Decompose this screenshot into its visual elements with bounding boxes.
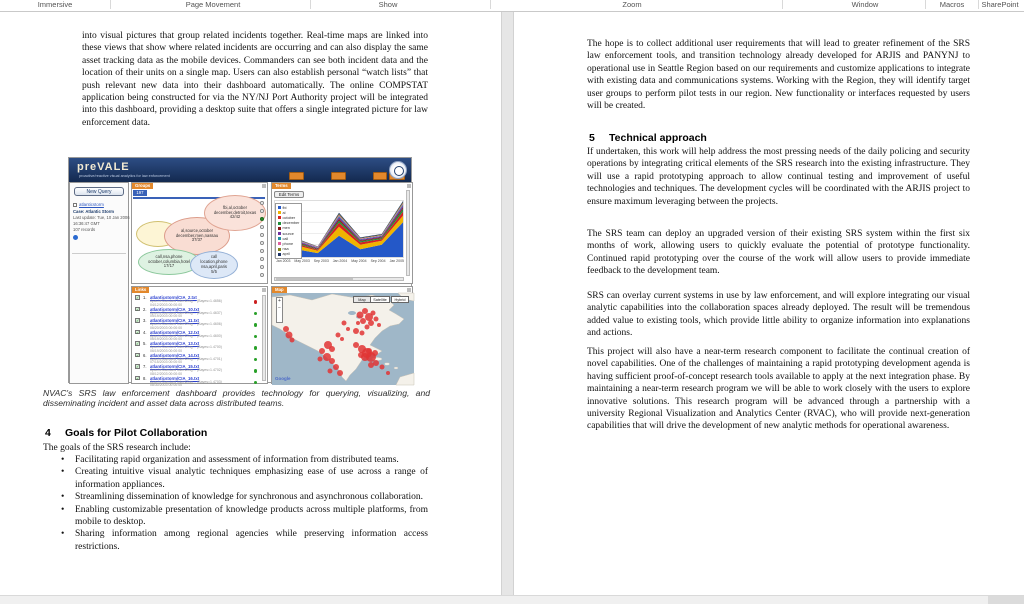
bullet-item [43,504,428,529]
legend-swatch [278,216,281,219]
item-number: 2. [143,306,147,312]
legend-swatch [278,237,281,240]
checkbox-checked-icon: ✓ [136,329,140,335]
item-number: 4. [143,329,147,335]
cluster-label: call [210,254,218,260]
document-page-left [0,12,501,595]
cluster-count-tab: 197 [133,190,147,196]
panel-minimize-icon [262,184,266,188]
item-meta: ApacheStandardTokenizing… (Bayes=1.4600) 06/19/2003 00:00:00 [150,333,222,342]
item-meta: ApacheStandardTokenizing… (Bayes=1.4702) 08/12/2003 00:00:00 [150,368,222,376]
item-meta: ApacheStandardTokenizing… (Bayes=1.4656) 04/12/2003 00:00:00 [150,299,222,307]
document-link: atlanticstorm/CIA_14.txt [150,352,200,358]
body-paragraph: The hope is to collect additional user requirements that will lead to greater refinement of the SRS law enforcement tools, and transition technology already developed for ARJIS and PANYNJ to operational use in Seattle Region based on our requirements and customize applications to integrate with existing data and communications systems. Working with the Region, they will identify target user groups to perform pilot tests in our region. New functionality or interfaces requested by users will be created. [587,39,970,112]
body-paragraph: If undertaken, this work will help address the most pressing needs of the daily policing and security operations by integrating critical elements of the SRS research into the existing infrastructure. They will use a rapid prototyping approach to allow continual testing and improvement of useful technologies and techniques. The development cycles will be coordinated with the ARJIS project to ensure maximum leveraging between the projects. [587,147,970,207]
chart-x-axis [276,259,404,263]
bullet-text: Sharing information among regional agencies while preserving information access restrictions. [75,529,428,552]
checkbox-checked-icon: ✓ [136,375,140,381]
cluster-count: 5/5 [211,268,217,274]
satellite-type-button: Satellite [370,296,390,303]
document-link: atlanticstorm/CIA_13.txt [150,341,200,346]
body-paragraph: SRS can overlay current systems in use by law enforcement, and will explore integrating our visual analytic capabilities into the collaboration spaces already deployed. The result will be tremendous added value to existing tools, which provide little ability to organize information into explanations and actions. [587,291,970,339]
goals-bullet-list [43,454,428,553]
x-tick: Jan 2003 [276,259,291,263]
hybrid-type-button: Hybrid [391,296,409,303]
legend-swatch [278,222,281,225]
checkbox-checked-icon: ✓ [136,364,140,369]
header-nav-button [373,172,387,180]
x-tick: Jan 2005 [389,259,404,263]
section-heading-5 [589,132,707,144]
ribbon-separator [782,0,783,9]
checkbox-checked-icon: ✓ [136,318,140,323]
panel-minimize-icon [407,184,411,188]
cluster-count: 37/37 [191,237,203,243]
item-meta: ApacheStandardTokenizing… (Bayes=1.4637) 05/19/2003 00:00:00 [150,310,222,319]
legend-label: nsa [282,247,289,252]
dashboard-figure-image[interactable] [68,157,412,388]
help-icon [73,235,78,240]
legend-swatch [278,227,281,230]
cluster-label: october,columbia,hotel [148,258,190,264]
section-title: Technical approach [609,132,707,144]
x-tick: Jan 2004 [332,259,348,263]
legend-label: april [282,252,290,257]
item-meta: ApacheStandardTokenizing… (Bayes=1.4703) 08/30/2003 00:00:00 [150,379,222,388]
k-radio-selected [260,217,264,221]
document-link: atlanticstorm/CIA_2.txt [150,295,197,300]
page-gutter [501,12,514,604]
cluster-label: december,detroit,texas [213,209,257,215]
bullet-text: Facilitating rapid organization and assessment of information from distributed teams. [75,455,399,465]
document-link: atlanticstorm/CIA_12.txt [150,329,200,335]
item-number: 5. [143,341,147,346]
section-title: Goals for Pilot Collaboration [65,427,208,439]
section-number: 5 [589,132,595,144]
bullet-item [43,466,428,491]
body-paragraph: This project will also have a near-term research component to facilitate the continual creation of novel capabilities. One of the challenges of maintaining a rapid prototyping development agenda is having sufficient proof-of-concept research tools available to apply at the next integration phase. By maintaining a near-term research program we will be able to work closely with the users to explore innovative solutions. This research program will be advanced through a partnership with a university Regional Visualization and Analytics Center (RVAC), who will provide next-generation capabilities that will drive the development of new analytic methods for operational awareness. [587,347,970,432]
x-tick: Sep 2003 [313,259,329,263]
header-nav-button [289,172,304,180]
bullet-text: Creating intuitive visual analytic techniques emphasizing ease of use across a range of information appliances. [75,467,428,490]
prevale-tagline: proactive/reactive visual analytics for law enforcement [79,174,170,178]
filter-link: atlanticstorm [79,202,104,207]
x-tick: May 2004 [351,259,367,263]
bullet-item [43,454,428,466]
ribbon-group-immersive: Immersive [37,0,73,9]
links-tab: Links [132,287,149,293]
status-dot-icon [254,323,258,327]
chart-vertical-scrollbar [406,190,410,276]
filter-checkbox [73,203,77,207]
sidebar-divider [72,253,126,254]
ribbon-group-sharepoint: SharePoint [981,0,1019,9]
k-radio [260,225,264,229]
document-link: atlanticstorm/CIA_16.txt [150,375,200,381]
x-tick: Sep 2004 [370,259,386,263]
status-dot-icon [254,300,258,304]
map-panel [271,286,413,384]
link-item [133,363,261,374]
legend-label: al [282,210,286,215]
k-radio [260,249,264,253]
chart-horizontal-scrollbar [274,277,404,281]
ribbon-group-show: Show [378,0,398,9]
status-dot-icon [254,369,258,373]
status-dot-icon [254,346,258,350]
panel-minimize-icon [262,288,266,292]
link-item [133,352,261,363]
horizontal-scrollbar[interactable] [0,595,1024,604]
k-radio [260,241,264,245]
terms-panel [271,182,413,284]
cluster-label: fbi,al,october [223,204,247,210]
map-zoom-control: + − [276,297,283,323]
link-item [133,317,261,328]
groups-panel [131,182,268,284]
case-label: Case: Atlantic Storm [73,209,115,214]
ribbon-separator [490,0,491,9]
record-count-label: 107 records [73,227,96,232]
link-item [133,340,261,351]
links-scrollbar [262,295,266,381]
item-meta: ApacheStandardTokenizing… (Bayes=1.4606) 06/20/2003 00:00:00 [150,322,222,330]
scrollbar-corner[interactable] [988,596,1024,604]
item-meta: ApacheStandardTokenizing… (Bayes=1.4700) 06/19/2003 00:00:00 [150,345,222,353]
legend-label: december [282,221,300,226]
item-number: 1. [143,295,147,300]
body-paragraph: into visual pictures that group related incidents together. Real-time maps are linked into these views that show where related incidents are occurring and can also display the same asset tracking data as the mobile devices. Commanders can see both incident data and the location of their units on a single map. Users can also establish personal “watch lists” that push relevant new data into their dashboard automatically. The online COMPSTAT application being constructed for via the NY/NJ Port Authority project will be integrated into this dashboard, providing a desktop suite that offers a single integrated picture for law enforcement data. [82,31,428,128]
bullet-icon: • [61,467,65,478]
update-time-label: 16:36:47 GMT [73,221,100,226]
k-radio [260,201,264,205]
prevale-header-bar [69,158,411,182]
section-heading-4 [45,427,207,439]
legend-label: source [282,231,294,236]
legend-row [278,252,301,257]
document-page-right [514,12,1024,595]
cluster-ellipse [204,195,266,231]
checkbox-checked-icon: ✓ [136,352,140,358]
k-radio [260,233,264,237]
map-tab: Map [272,287,287,293]
bullet-text: Enabling customizable presentation of knowledge products across multiple platforms, from mobile to desktop. [75,504,428,528]
groups-tab: Groups [132,183,153,189]
ribbon-group-page-movement: Page Movement [185,0,241,9]
ribbon-group-window: Window [851,0,879,9]
terms-tab: Terms [272,183,291,189]
cluster-label: december,men,nassau [175,232,219,238]
item-number: 7. [143,364,147,369]
body-paragraph: The SRS team can deploy an upgraded version of their existing SRS system within the first six months of work, allowing users to quickly evaluate the potential of prototype functionality. Continued rapid prototyping over the course of the work will allow users to provide immediate feedback to the development team. [587,229,970,277]
last-update-label: Last update: Tue, 10 Jan 2006 [73,215,130,220]
item-meta: ApacheStandardTokenizing… (Bayes=1.4701) 07/15/2003 00:00:00 [150,356,222,365]
legend-swatch [278,242,281,245]
bullet-icon: • [61,455,65,465]
ribbon-separator [978,0,979,9]
k-radio [260,273,264,277]
cluster-ellipse [190,251,238,279]
status-dot-icon [254,312,258,316]
document-link: atlanticstorm/CIA_15.txt [150,364,200,369]
ribbon-separator [925,0,926,9]
link-item [133,294,261,305]
ribbon-group-strip [0,0,1024,12]
cluster-label: location,phone nsa,april,paris [200,259,228,269]
nvac-logo [389,161,407,179]
item-number: 8. [143,375,147,381]
edit-terms-button: Edit Terms [274,191,304,198]
x-tick: May 2003 [294,259,310,263]
section-number: 4 [45,427,51,439]
legend-swatch [278,206,281,209]
legend-label: phone [282,241,294,246]
checkbox-checked-icon: ✓ [136,306,140,312]
k-radio [260,265,264,269]
cluster-count: 17/17 [163,263,175,269]
new-query-button: New Query [74,187,124,196]
k-radio [260,209,264,213]
legend-swatch [278,248,281,251]
checkbox-checked-icon: ✓ [136,295,140,300]
item-number: 3. [143,318,147,323]
scrollbar-thumb [276,278,353,280]
status-dot-icon [254,381,258,385]
legend-label: men [282,226,290,231]
bullet-item [43,491,428,503]
status-dot-icon [254,335,258,339]
cluster-count: 42/42 [229,214,241,220]
query-sidebar [69,182,129,384]
bullet-icon: • [61,504,65,515]
map-type-button: Map [353,296,371,303]
goals-intro: The goals of the SRS research include: [43,443,191,453]
links-panel [131,286,268,388]
bullet-item [43,528,428,553]
chart-legend [275,203,302,259]
bullet-icon: • [61,492,65,503]
links-list [133,294,261,388]
document-link: atlanticstorm/CIA_10.txt [150,306,200,312]
link-item [133,306,261,317]
legend-swatch [278,253,281,256]
document-link: atlanticstorm/CIA_11.txt [150,318,199,323]
item-number: 6. [143,352,147,358]
ribbon-group-zoom: Zoom [622,0,642,9]
google-logo: Google [275,376,291,381]
k-radio [260,257,264,261]
link-item [133,329,261,340]
figure-caption: NVAC's SRS law enforcement dashboard provides technology for querying, visualizing, and disseminating incident and asset data across distributed teams. [43,388,430,408]
ribbon-separator [310,0,311,9]
status-dot-icon [254,358,258,362]
panel-minimize-icon [407,288,411,292]
legend-swatch [278,211,281,214]
legend-swatch [278,232,281,235]
ribbon-separator [110,0,111,9]
legend-label: october [282,215,296,220]
incident-map [272,293,414,385]
header-nav-button [331,172,346,180]
link-item [133,375,261,386]
bullet-icon: • [61,529,65,540]
ribbon-group-macros: Macros [939,0,965,9]
legend-label: call [282,236,289,241]
prevale-logo: preVALE [77,161,130,173]
cluster-label: al,source,october [180,227,214,233]
bullet-text: Streamlining dissemination of knowledge for synchronous and asynchronous collaboration. [75,492,424,503]
checkbox-checked-icon: ✓ [136,341,140,346]
cluster-label: call,nsa,phone [155,253,183,259]
legend-label: fbi [282,205,287,210]
